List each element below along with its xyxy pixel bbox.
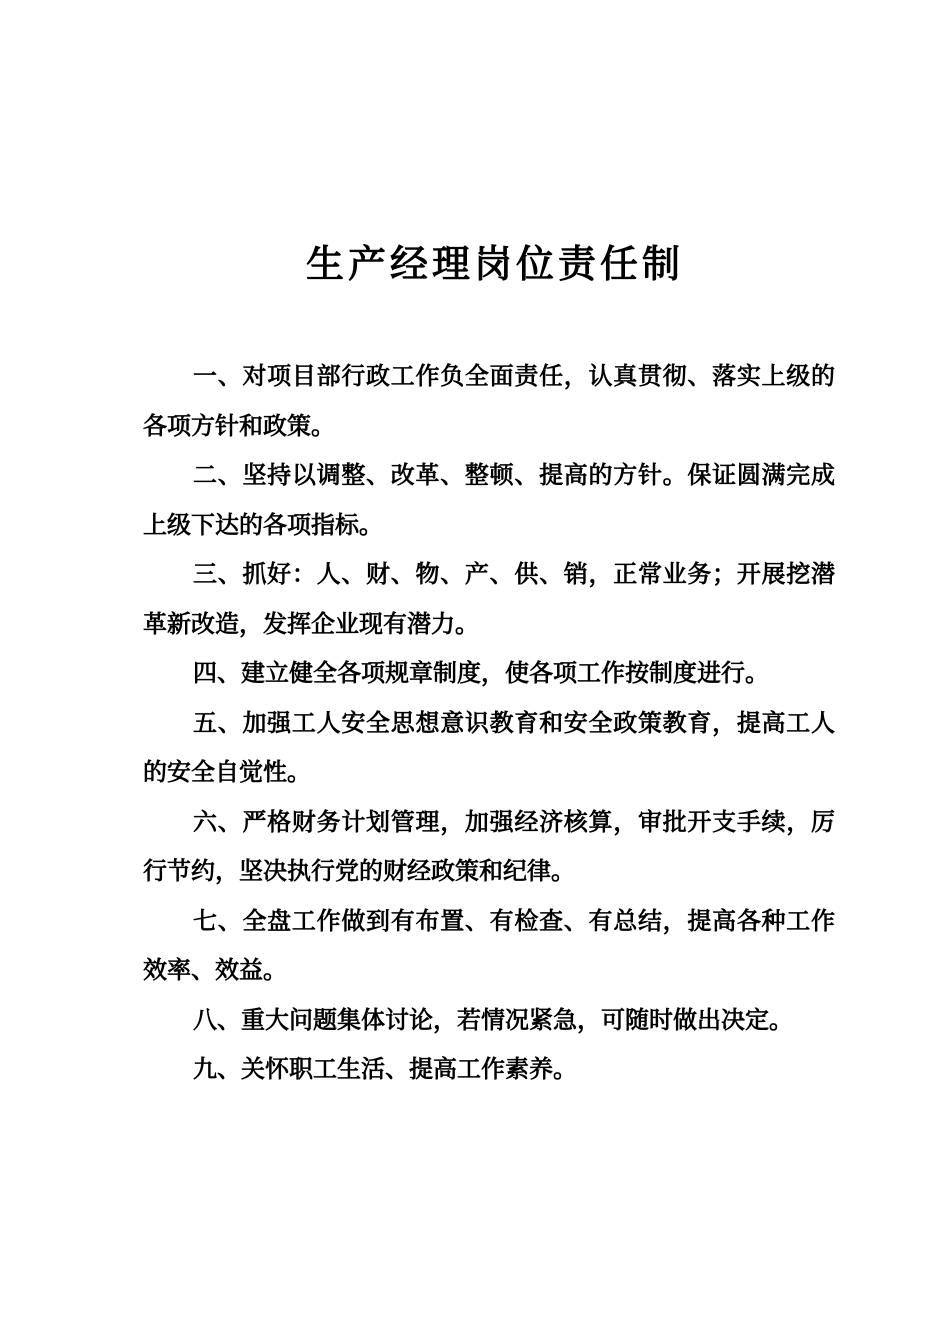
clause-9: 九、关怀职工生活、提高工作素养。 xyxy=(193,1055,577,1083)
clause-4: 四、建立健全各项规章制度，使各项工作按制度进行。 xyxy=(193,659,769,687)
clause-3: 三、抓好：人、财、物、产、供、销，正常业务；开展挖潜革新改造，发挥企业现有潜力。 xyxy=(143,560,835,638)
clause-6: 六、严格财务计划管理，加强经济核算，审批开支手续，厉行节约，坚决执行党的财经政策和纪律。 xyxy=(143,807,835,885)
document-title: 生产经理岗位责任制 xyxy=(305,242,684,286)
clause-2: 二、坚持以调整、改革、整顿、提高的方针。保证圆满完成上级下达的各项指标。 xyxy=(143,461,835,539)
clause-8: 八、重大问题集体讨论，若情况紧急，可随时做出决定。 xyxy=(193,1005,793,1034)
clause-1: 一、对项目部行政工作负全面责任，认真贯彻、落实上级的各项方针和政策。 xyxy=(143,362,835,440)
clause-7: 七、全盘工作做到有布置、有检查、有总结，提高各种工作效率、效益。 xyxy=(143,906,835,984)
clause-5: 五、加强工人安全思想意识教育和安全政策教育，提高工人的安全自觉性。 xyxy=(143,708,835,786)
clause-list xyxy=(143,352,835,1095)
